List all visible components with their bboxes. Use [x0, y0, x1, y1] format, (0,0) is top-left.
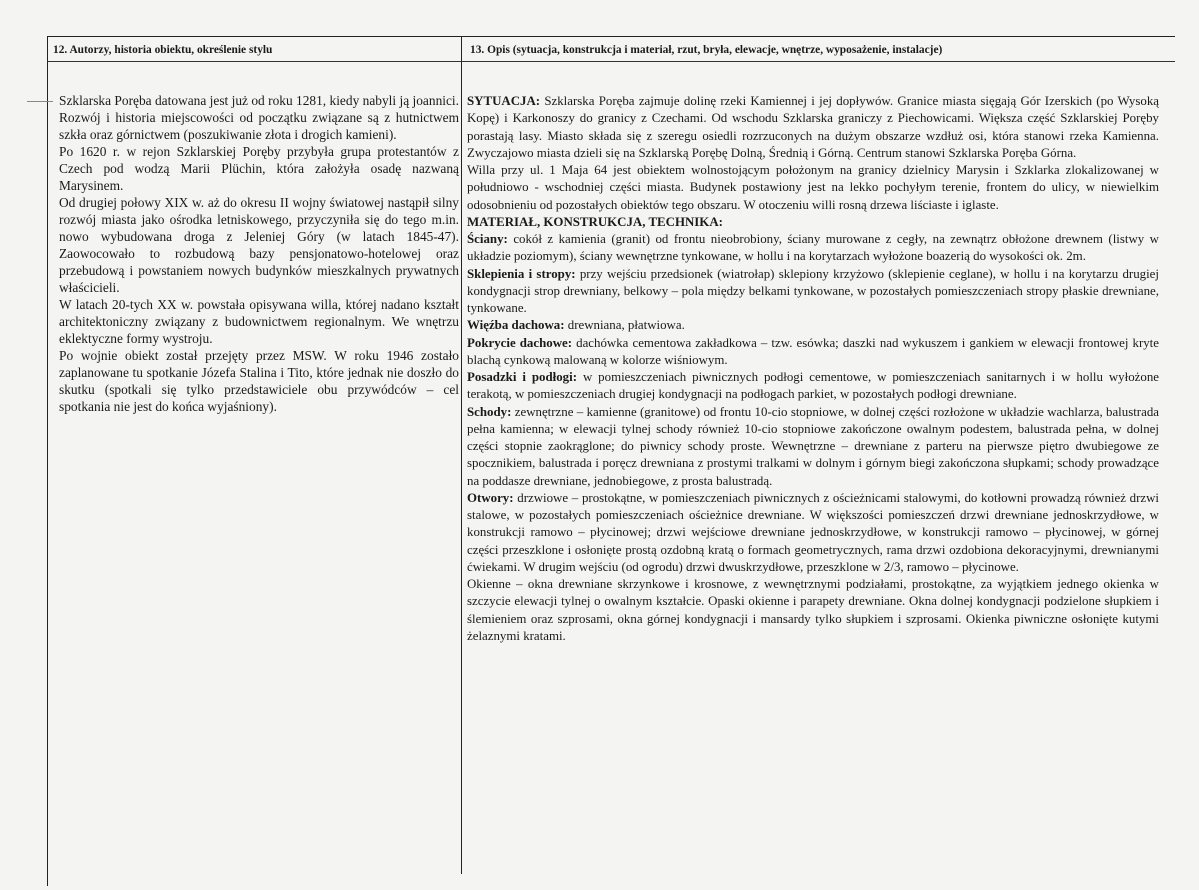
item-label: Pokrycie dachowe: [467, 335, 573, 350]
description-item [467, 369, 1159, 404]
item-label: Otwory: [467, 490, 514, 505]
section-13-body [467, 93, 1159, 645]
item-text: cokół z kamienia (granit) od frontu nieobrobiony, ściany murowane z cegły, na zewnątrz obłożone drewnem (listwy w układzie poziomym), ściany wewnętrzne tynkowane, w hollu i na korytarzach wyłożone boazerią do wysokości ok. 2m. [467, 232, 1159, 264]
header-rule [47, 61, 1175, 62]
item-label: Schody: [467, 404, 512, 419]
material-heading: MATERIAŁ, KONSTRUKCJA, TECHNIKA: [467, 214, 723, 229]
description-item [467, 317, 1159, 334]
item-text: Okienne – okna drewniane skrzynkowe i krosnowe, z wewnętrznymi podziałami, prostokątne, za wyjątkiem jednego okienka w szczycie elewacji tylnej o owalnym kształcie. Opaski okienne i parapety drewniane. Okna dolnej kondygnacji podzielone słupkiem i ślemieniem oraz szprosami, okna górnej kondygnacji i mansardy tylko słupkiem i szprosami. Okienka piwniczne osłonięte kutymi żelaznymi kratami. [467, 577, 1159, 643]
history-paragraph: W latach 20-tych XX w. powstała opisywana willa, której nadano kształt architektoniczny związany z budownictwem regionalnym. We wnętrzu eklektyczne formy wystroju. [59, 297, 459, 346]
description-item [467, 266, 1159, 318]
item-text: przy wejściu przedsionek (wiatrołap) sklepiony krzyżowo (sklepienie ceglane), w hollu i na korytarzu drugiej kondygnacji strop drewniany, belkowy – pola między belkami tynkowane, w pozostałych pomieszczeniach stropy płaskie drewniane, tynkowane. [467, 266, 1159, 315]
table-top-border [47, 36, 1175, 37]
situation-text: Szklarska Poręba zajmuje dolinę rzeki Kamiennej i jej dopływów. Granice miasta sięgają Gór Izerskich (po Wysoką Kopę) i Karkonoszy do granicy z Czechami. Od wschodu Szklarska graniczy z Piechowicami. Większa część Szklarskiej Poręby porastają lasy. Miasto składa się z szeregu osiedli rozrzuconych na dużym obszarze wzdłuż osi, która stanowi rzeka Kamienna. Zwyczajowo miasta dzieli się na Szklarską Porębę Dolną, Średnią i Górną. Centrum stanowi Szklarska Poręba Górna. [467, 94, 1159, 160]
situation-label: SYTUACJA: [467, 94, 541, 108]
history-paragraph: Po wojnie obiekt został przejęty przez MSW. W roku 1946 zostało zaplanowane tu spotkanie Józefa Stalina i Tito, które jednak nie doszło do skutku (spotkali się tylko przedstawiciele obu przywódców – cel spotkania nie jest do końca wyjaśniony). [59, 348, 459, 414]
description-item [467, 404, 1159, 490]
item-label: Ściany: [467, 232, 508, 246]
column-divider [461, 36, 462, 874]
item-label: Posadzki i podłogi: [467, 370, 577, 384]
section-13-header: 13. Opis (sytuacja, konstrukcja i materiał, rzut, bryła, elewacje, wnętrze, wyposażenie, instalacje) [470, 44, 943, 56]
item-label: Sklepienia i stropy: [467, 266, 576, 281]
history-paragraph: Od drugiej połowy XIX w. aż do okresu II wojny światowej nastąpił silny rozwój miasta jako ośrodka letniskowego, przyczyniła się do tego m.in. nowo wybudowana droga z Jeleniej Góry (w latach 1845-47). Zaowocowało to rozbudową bazy pensjonatowo-hotelowej oraz przebudową i powstaniem nowych budynków mieszkalnych prywatnych właścicieli. [59, 195, 459, 295]
situation-paragraph [467, 93, 1159, 162]
situation-paragraph-2: Willa przy ul. 1 Maja 64 jest obiektem wolnostojącym położonym na granicy dzielnicy Marysin i Szklarka zlokalizowanej w południowo - wschodniej części miasta. Budynek postawiony jest na lekko pochyłym terenie, frontem do ulicy, w niewielkim odosobnieniu od pozostałych obiektów tego obszaru. W otoczeniu willi rosną drzewa liściaste i iglaste. [467, 163, 1159, 212]
item-label: Więźba dachowa: [467, 318, 565, 333]
description-item [467, 335, 1159, 370]
item-text: w pomieszczeniach piwnicznych podłogi cementowe, w pomieszczeniach sanitarnych i w hollu wyłożone terakotą, w pomieszczeniach drugiej kondygnacji na podłogach parkiet, w pozostałych podłogi drewniane. [467, 370, 1159, 402]
item-text: dachówka cementowa zakładkowa – tzw. esówka; daszki nad wykuszem i gankiem w elewacji frontowej kryte blachą cynkową malowaną w kolorze wiśniowym. [467, 335, 1159, 367]
margin-dash-mark [27, 101, 53, 102]
description-item [467, 576, 1159, 645]
description-item [467, 231, 1159, 266]
history-paragraph: Po 1620 r. w rejon Szklarskiej Poręby przybyła grupa protestantów z Czech pod wodzą Marii Plüchin, która założyła osadę nazwaną Marysinem. [59, 144, 459, 193]
item-text: drewniana, płatwiowa. [567, 318, 685, 333]
table-left-border [47, 36, 48, 886]
description-item [467, 490, 1159, 576]
item-text: zewnętrzne – kamienne (granitowe) od frontu 10-cio stopniowe, w dolnej części rozłożone w układzie wachlarza, balustrada pełna kamienna; w elewacji tylnej schody również 10-cio stopniowe zakończone owalnym podestem, balustrada pełna, w dolnej części stopnie zaokrąglone; do piwnicy schody proste. Wewnętrzne – drewniane z parteru na pierwsze piętro dwubiegowe ze spocznikiem, balustrada i poręcz drewniana z prostymi tralkami w dolnym i górnym biegi zakończona słupkami; schody prowadzące na poddasze drewniane, jednobiegowe, z prosta balustradą. [467, 404, 1159, 488]
section-12-header: 12. Autorzy, historia obiektu, określenie stylu [53, 44, 273, 56]
section-12-body [59, 92, 459, 415]
history-paragraph: Szklarska Poręba datowana jest już od roku 1281, kiedy nabyli ją joannici. Rozwój i historia miejscowości od początku związane są z hutnictwem szkła oraz górnictwem (poszukiwanie złota i drogich kamieni). [59, 93, 459, 142]
item-text: drzwiowe – prostokątne, w pomieszczeniach piwnicznych z ościeżnicami stalowymi, do kotłowni prowadzą również drzwi stalowe, w pozostałych pomieszczeniach ościeżnice drewniane. W większości pomieszczeń drzwi drewniane jednoskrzydłowe, w konstrukcji ramowo – płycinowej; drzwi wejściowe drewniane jednoskrzydłowe, w konstrukcji ramowo – płycinowej, w górnej części przeszklone i osłonięte prostą ozdobną kratą o formach geometrycznych, rama drzwi ozdobiona dekoracyjnymi, drewnianymi ćwiekami. W drugim wejściu (od ogrodu) drzwi dwuskrzydłowe, przeszklone w 2/3, ramowo – płycinowe. [467, 490, 1159, 574]
